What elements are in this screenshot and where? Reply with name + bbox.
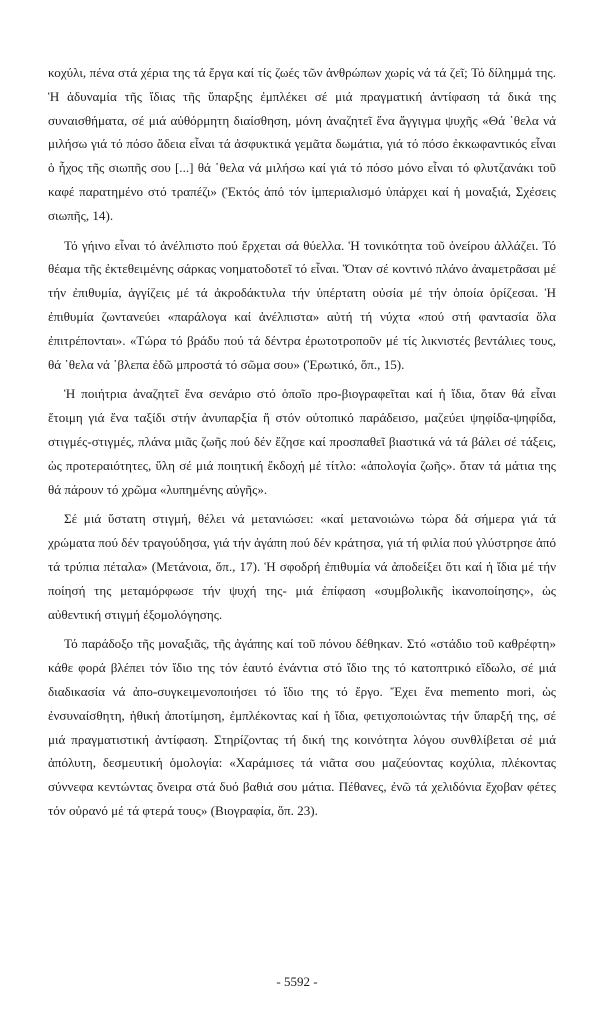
paragraph-2: Τό γήινο εἶναι τό ἀνέλπιστο πού ἔρχεται σά θύελλα. Ἡ τονικότητα τοῦ ὀνείρου ἀλλάζει. Τό θέαμα τῆς ἐκτεθειμένης σάρκας νοηματοδοτεῖ τό εἶναι. Ὅταν σέ κοντινό πλάνο ἀναμετρᾶσαι μέ τήν ἐπιθυμία, ἀγγίζεις μέ τά ἀκροδάκτυλα τήν ὑπέρτατη οὐσία μέ τήν ὁποία ὁρίζεσαι. Ἡ ἐπιθυμία ζωντανεύει «παράλογα καί ἀνέλπιστα» αὐτή τή νύχτα «πού στή φαντασία ὅλα ἐπιτρέπονται». «Τώρα τό βράδυ πού τά δέντρα ἐρωτοτροποῦν μέ τίς λικνιστές βεντάλιες τους, θά ῾θελα νά ῾βλεπα ἐδῶ μπροστά τό σῶμα σου» (Ἐρωτικό, ὅπ., 15). [48,237,556,372]
paragraph-1: κοχύλι, πένα στά χέρια της τά ἔργα καί τίς ζωές τῶν ἀνθρώπων χωρίς νά τά ζεῖ; Τό δίλημμά της. Ἡ ἀδυναμία τῆς ἴδιας τῆς ὕπαρξης ἐμπλέκει σέ μιά πραγματική ἀντίφαση τά δικά της συναισθήματα, σέ μιά αὐθόρμητη διαίσθηση, μόνη ἀναζητεῖ ἕνα ἄγγιγμα ψυχῆς «Θά ῾θελα νά μιλήσω γιά τό πόσο ἄδεια εἶναι τά ἀσφυκτικά γεμᾶτα δωμάτια, γιά τό πόσο ἐκκωφαντικός εἶναι ὁ ἦχος τῆς σιωπῆς σου [...] θά ῾θελα νά μιλήσω καί γιά τό πόσο μόνο εἶναι τό φλυτζανάκι τοῦ καφέ παρατημένο στό τραπέζι» (Ἐκτός ἀπό τόν ἰμπεριαλισμό ὑπάρχει καί ἡ μοναξιά, Σχέσεις σιωπῆς, 14). [48,65,556,223]
paragraph-5: Τό παράδοξο τῆς μοναξιᾶς, τῆς ἀγάπης καί τοῦ πόνου δέθηκαν. Στό «στάδιο τοῦ καθρέφτη» κάθε φορά βλέπει τόν ἴδιο της τόν ἑαυτό ἐνάντια στό ἴδιο της τό κατοπτρικό εἴδωλο, σέ μιά διαδικασία νά ἀπο-συγκειμενοποιήσει τό ἴδιο της τό ἔργο. Ἔχει ἕνα memento mori, ὡς ἐνσυναίσθητη, ἠθική ἀποτίμηση, ἐμπλέκοντας καί ἡ ἴδια, φετιχοποιώντας τήν ὕπαρξή της, σέ μιά πραγματιστική ἀντίφαση. Στηρίζοντας τή δική της κοινότητα λόγου συνθλίβεται σέ μιά ἀπόλυτη, δεσμευτική ὁμολογία: «Χαράμισες τά νιᾶτα σου μαζεύοντας κοχύλια, πλέκοντας σύννεφα κεντώντας ὄνειρα στά δυό βαθιά σου μάτια. Πέθανες, ἐνῶ τά χελιδόνια ἔχοβαν φέτες τόν οὐρανό μέ τά φτερά τους» (Βιογραφία, ὅπ. 23). [48,636,556,818]
paragraph-4: Σέ μιά ὕστατη στιγμή, θέλει νά μετανιώσει: «καί μετανοιώνω τώρα δά σήμερα γιά τά χρώματα πού δέν τραγούδησα, γιά τήν ἀγάπη πού δέν κράτησα, γιά τή φιλία πού γλύστρησε ἀπό τά τρύπια πέταλα» (Μετάνοια, ὅπ., 17). Ἡ σφοδρή ἐπιθυμία νά ἀποδείξει ὅτι καί ἡ ἴδια μέ τήν ποίησή της μεταμόρφωσε τήν ψυχή της- μιά ἐπίφαση «συμβολικῆς ἱκανοποίησης», ὡς αὐθεντική στιγμή ἐξομολόγησης. [48,511,556,622]
body-text [48,61,556,829]
page-number: - 5592 - [276,974,318,989]
paragraph-3: Ἡ ποιήτρια ἀναζητεῖ ἕνα σενάριο στό ὁποῖο προ-βιογραφεῖται καί ἡ ἴδια, ὅταν θά εἶναι ἕτοιμη γιά ἕνα ταξίδι στήν ἀνυπαρξία ἤ στόν οὐτοπικό παράδεισο, μαζεύει ψηφίδα-ψηφίδα, στιγμές-στιγμές, πλάνα μιᾶς ζωῆς πού δέν ἔζησε καί προσπαθεῖ βιαστικά νά τά βάλει σέ τάξεις, ὡς προτεραιότητες, ὕλη σέ μιά ποιητική ἔκδοχή μέ τίτλο: «ἀπολογία ζωῆς». ὅταν τά μάτια της θά πάρουν τό χρῶμα «λυπημένης αὐγῆς». [48,386,556,497]
